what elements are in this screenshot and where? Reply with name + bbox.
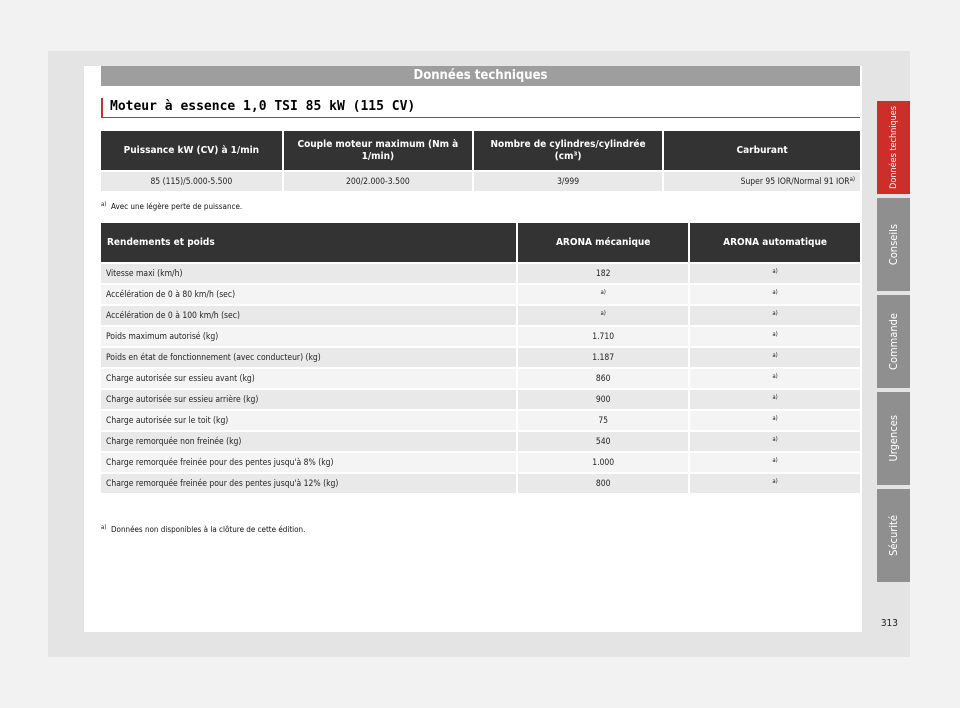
row-auto [690, 327, 860, 346]
tab-securite[interactable] [877, 489, 910, 582]
footnote-marker: a) [772, 393, 778, 401]
tab-label: Commande [887, 313, 900, 370]
engine-table-header [101, 131, 860, 170]
performance-table [99, 221, 862, 495]
footnote-2 [101, 525, 305, 534]
table-row [101, 285, 860, 304]
header-auto: ARONA automatique [690, 223, 860, 262]
row-manual: 1.187 [518, 348, 688, 367]
table-row [101, 474, 860, 493]
row-label: Charge autorisée sur le toit (kg) [101, 411, 516, 430]
header-fuel: Carburant [664, 131, 860, 170]
row-label: Accélération de 0 à 100 km/h (sec) [101, 306, 516, 325]
footnote-marker: a) [772, 330, 778, 338]
section-title: Moteur à essence 1,0 TSI 85 kW (115 CV) [101, 98, 860, 118]
table-row [101, 432, 860, 451]
performance-table-header [101, 223, 860, 262]
row-label: Charge autorisée sur essieu avant (kg) [101, 369, 516, 388]
footnote-marker: a) [772, 414, 778, 422]
footnote-marker: a) [772, 309, 778, 317]
table-row [101, 453, 860, 472]
tab-donnees-techniques[interactable] [877, 101, 910, 194]
footnote-1 [101, 202, 242, 211]
row-manual: 1.710 [518, 327, 688, 346]
row-label: Charge remorquée freinée pour des pentes jusqu'à 12% (kg) [101, 474, 516, 493]
tab-conseils[interactable] [877, 198, 910, 291]
row-auto [690, 285, 860, 304]
cell-cylinders: 3/999 [474, 172, 662, 191]
row-label: Charge autorisée sur essieu arrière (kg) [101, 390, 516, 409]
table-row [101, 306, 860, 325]
row-manual: 860 [518, 369, 688, 388]
footnote-marker: a) [772, 351, 778, 359]
row-manual [518, 285, 688, 304]
row-auto [690, 369, 860, 388]
row-manual [518, 306, 688, 325]
row-auto [690, 390, 860, 409]
footnote-text: Avec une légère perte de puissance. [111, 202, 243, 211]
table-row [101, 411, 860, 430]
tab-label: Urgences [887, 415, 900, 462]
chapter-header: Données techniques [101, 66, 860, 86]
row-label: Poids maximum autorisé (kg) [101, 327, 516, 346]
row-manual: 540 [518, 432, 688, 451]
footnote-marker: a) [600, 309, 606, 317]
cell-fuel [664, 172, 860, 191]
header-performance: Rendements et poids [101, 223, 516, 262]
row-manual: 1.000 [518, 453, 688, 472]
row-auto [690, 348, 860, 367]
footnote-marker: a) [849, 175, 855, 183]
row-label: Poids en état de fonctionnement (avec conducteur) (kg) [101, 348, 516, 367]
table-row [101, 264, 860, 283]
row-label: Vitesse maxi (km/h) [101, 264, 516, 283]
row-label: Accélération de 0 à 80 km/h (sec) [101, 285, 516, 304]
footnote-marker: a) [772, 435, 778, 443]
footnote-text: Données non disponibles à la clôture de cette édition. [111, 525, 306, 534]
footnote-marker: a) [772, 288, 778, 296]
row-auto [690, 453, 860, 472]
tab-label: Données techniques [888, 106, 899, 189]
row-label: Charge remorquée freinée pour des pentes jusqu'à 8% (kg) [101, 453, 516, 472]
table-row [101, 390, 860, 409]
header-cylinders: Nombre de cylindres/cylindrée (cm³) [474, 131, 662, 170]
row-manual: 800 [518, 474, 688, 493]
row-auto [690, 411, 860, 430]
table-row [101, 369, 860, 388]
row-auto [690, 306, 860, 325]
row-manual: 75 [518, 411, 688, 430]
row-auto [690, 432, 860, 451]
engine-table [99, 129, 862, 193]
table-row [101, 172, 860, 191]
header-torque: Couple moteur maximum (Nm à 1/min) [284, 131, 472, 170]
row-manual: 900 [518, 390, 688, 409]
tab-label: Conseils [887, 223, 900, 266]
table-row [101, 348, 860, 367]
footnote-marker: a) [772, 267, 778, 275]
page-number: 313 [880, 618, 898, 629]
footnote-marker: a) [101, 201, 107, 208]
tab-label: Sécurité [887, 515, 900, 556]
tab-urgences[interactable] [877, 392, 910, 485]
footnote-marker: a) [600, 288, 606, 296]
row-auto [690, 474, 860, 493]
footnote-marker: a) [101, 524, 107, 531]
footnote-marker: a) [772, 372, 778, 380]
row-label: Charge remorquée non freinée (kg) [101, 432, 516, 451]
row-auto [690, 264, 860, 283]
header-power: Puissance kW (CV) à 1/min [101, 131, 282, 170]
row-manual: 182 [518, 264, 688, 283]
footnote-marker: a) [772, 456, 778, 464]
header-manual: ARONA mécanique [518, 223, 688, 262]
tab-commande[interactable] [877, 295, 910, 388]
footnote-marker: a) [772, 477, 778, 485]
table-row [101, 327, 860, 346]
cell-torque: 200/2.000-3.500 [284, 172, 472, 191]
fuel-text: Super 95 IOR/Normal 91 IOR [740, 176, 850, 187]
cell-power: 85 (115)/5.000-5.500 [101, 172, 282, 191]
